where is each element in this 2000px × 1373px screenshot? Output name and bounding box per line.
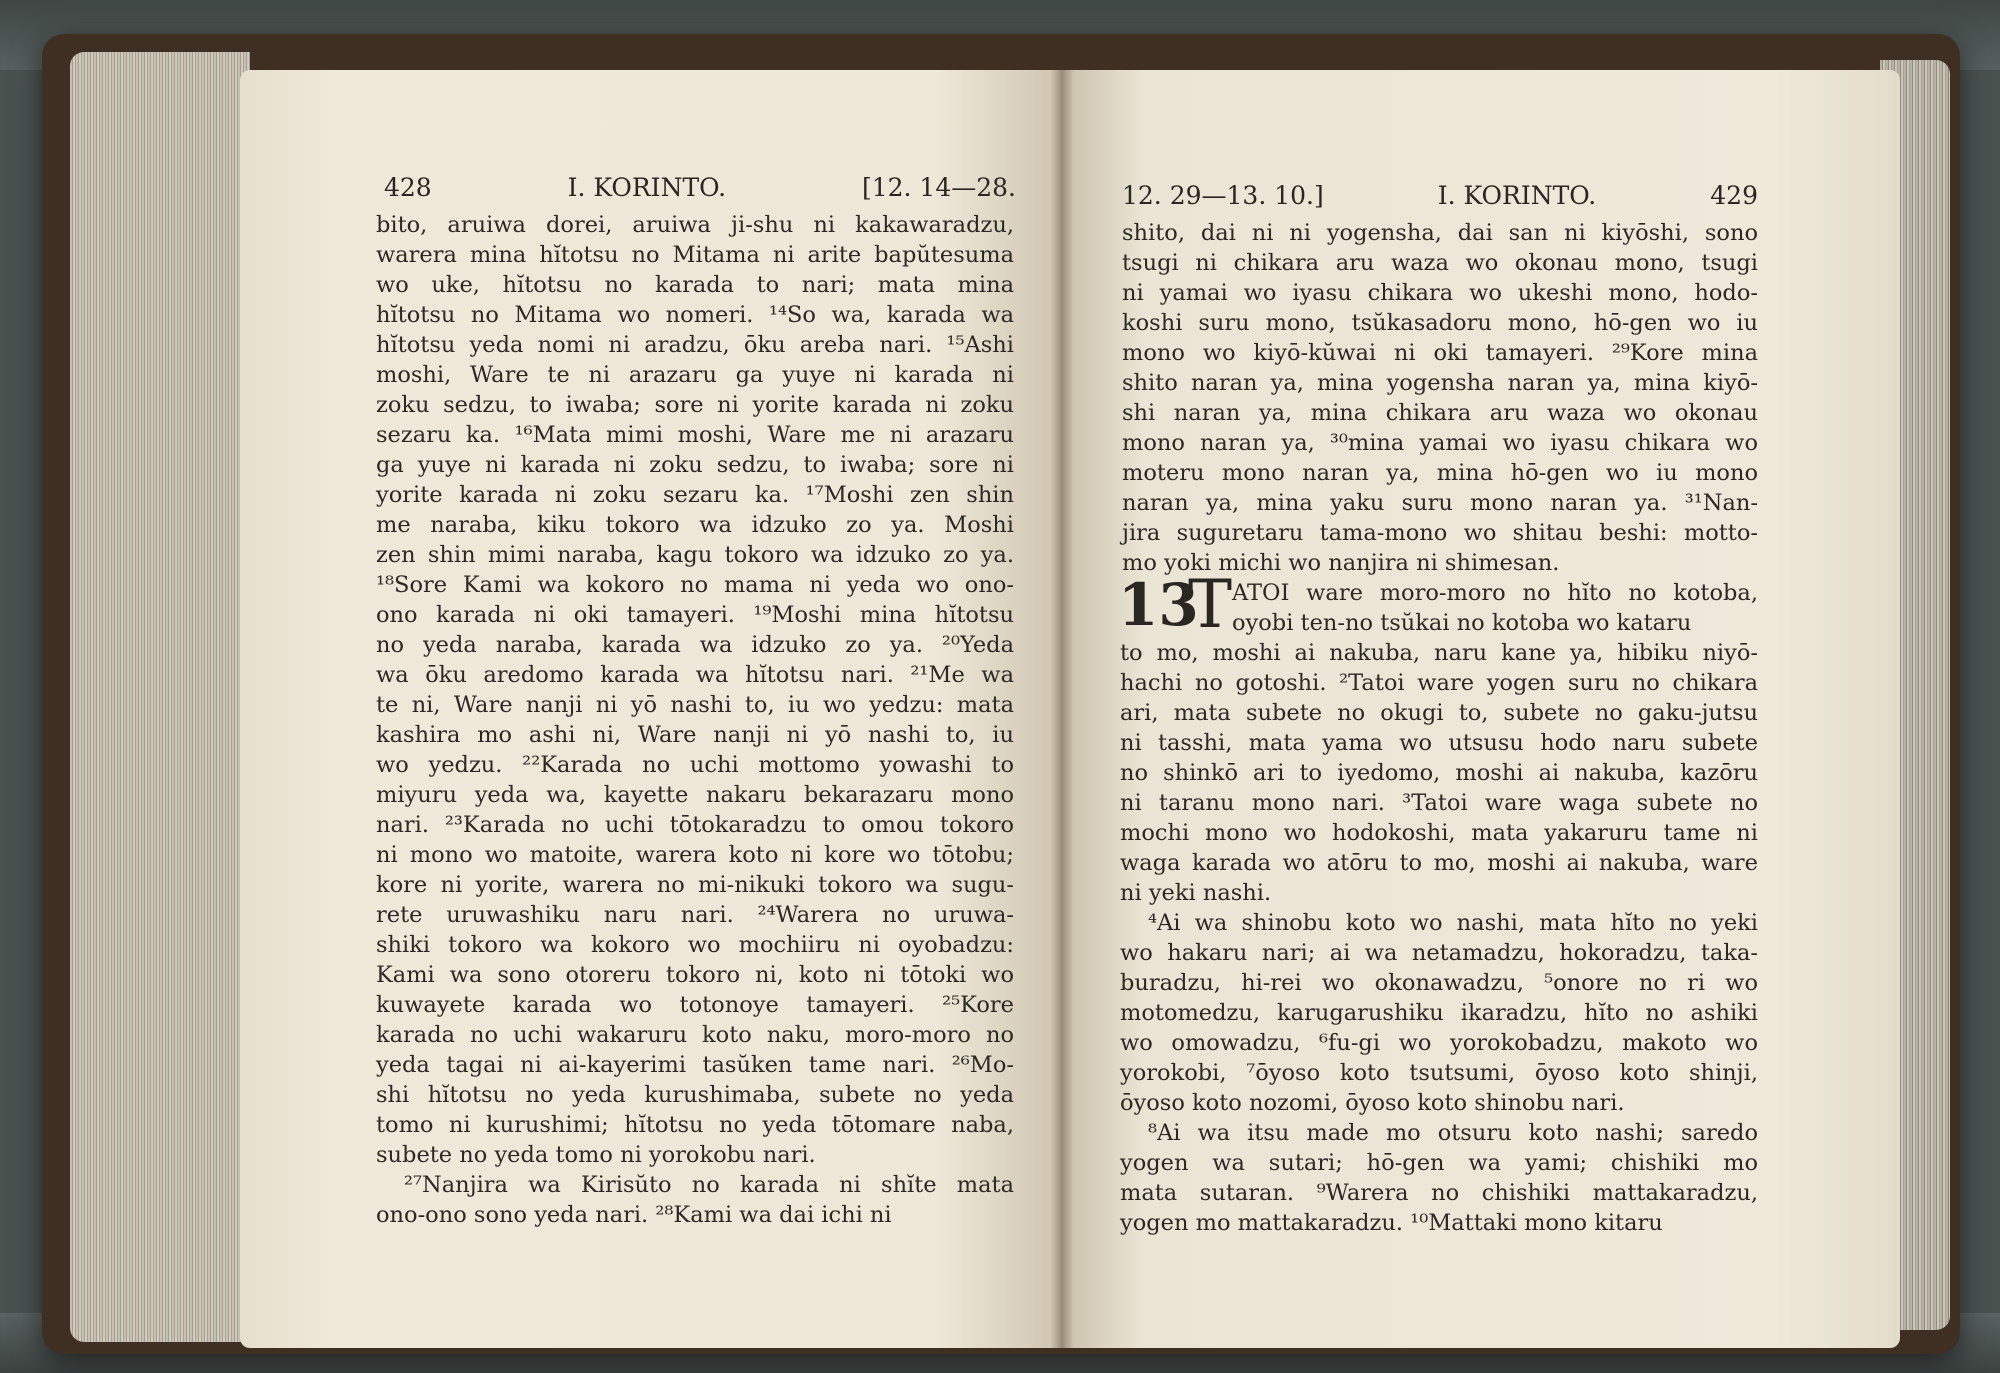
text-line: wo hakaru nari; ai wa netamadzu, hokoradzu, taka- <box>1120 940 1758 966</box>
text-line: shito naran ya, mina yogensha naran ya, mina kiyō- <box>1122 370 1758 396</box>
right-page-text-top <box>1122 218 1758 578</box>
text-line: ni tasshi, mata yama wo utsusu hodo naru subete <box>1120 730 1758 756</box>
drop-cap: T <box>1188 566 1233 643</box>
left-page-text <box>376 210 1014 1230</box>
text-line: no shinkō ari to iyedomo, moshi ai nakuba, kazōru <box>1120 760 1758 786</box>
text-line: zen shin mimi naraba, kagu tokoro wa idzuko zo ya. <box>376 542 1014 568</box>
text-line: mono wo kiyō-kŭwai ni oki tamayeri. ²⁹Kore mina <box>1122 340 1758 366</box>
text-line: shi hĭtotsu no yeda kurushimaba, subete no yeda <box>376 1082 1014 1108</box>
left-running-title: I. KORINTO. <box>567 173 727 202</box>
text-line: yeda tagai ni ai-kayerimi tasŭken tame nari. ²⁶Mo- <box>376 1052 1014 1078</box>
text-line: ni yeki nashi. <box>1120 880 1272 906</box>
book-gutter <box>1050 70 1074 1348</box>
text-line: nari. ²³Karada no uchi tōtokaradzu to omou tokoro <box>376 812 1014 838</box>
text-line: yogen mo mattakaradzu. ¹⁰Mattaki mono kitaru <box>1120 1210 1663 1236</box>
text-line: hachi no gotoshi. ²Tatoi ware yogen suru no chikara <box>1120 670 1758 696</box>
text-line: zoku sedzu, to iwaba; sore ni yorite karada ni zoku <box>376 392 1014 418</box>
text-line: tomo ni kurushimi; hĭtotsu no yeda tōtomare naba, <box>376 1112 1014 1138</box>
text-line: ōyoso koto nozomi, ōyoso koto shinobu nari. <box>1120 1090 1625 1116</box>
text-line: motomedzu, karugarushiku ikaradzu, hĭto no ashiki <box>1120 1000 1758 1026</box>
left-reference: [12. 14—28. <box>861 173 1016 202</box>
text-line: oyobi ten-no tsŭkai no kotoba wo kataru <box>1232 610 1692 636</box>
text-line: koshi suru mono, tsŭkasadoru mono, hō-gen wo iu <box>1122 310 1758 336</box>
text-line: jira suguretaru tama-mono wo shitau beshi: motto- <box>1122 520 1758 546</box>
chapter-opening-text <box>1232 578 1758 638</box>
text-line: mo yoki michi wo nanjira ni shimesan. <box>1122 550 1560 576</box>
left-page-number: 428 <box>384 173 432 202</box>
right-running-title: I. KORINTO. <box>1437 181 1597 210</box>
text-line: wa ōku aredomo karada wa hĭtotsu nari. ²¹Me wa <box>376 662 1014 688</box>
text-line: wo uke, hĭtotsu no karada to nari; mata mina <box>376 272 1014 298</box>
text-line: ni mono wo matoite, warera koto ni kore wo tōtobu; <box>376 842 1014 868</box>
right-reference: 12. 29—13. 10.] <box>1122 181 1324 210</box>
text-line: tsugi ni chikara aru waza wo okonau mono, tsugi <box>1122 250 1758 276</box>
text-line: warera mina hĭtotsu no Mitama ni arite bapŭtesuma <box>376 242 1014 268</box>
text-line: waga karada wo atōru to mo, moshi ai nakuba, ware <box>1120 850 1758 876</box>
right-page-number: 429 <box>1710 181 1758 210</box>
left-page-header <box>384 168 1016 202</box>
text-line: kore ni yorite, warera no mi-nikuki tokoro wa sugu- <box>376 872 1014 898</box>
text-line: hĭtotsu no Mitama wo nomeri. ¹⁴So wa, karada wa <box>376 302 1014 328</box>
text-line: yorite karada ni zoku sezaru ka. ¹⁷Moshi zen shin <box>376 482 1014 508</box>
text-line: ⁸Ai wa itsu made mo otsuru koto nashi; saredo <box>1148 1120 1758 1146</box>
text-line: rete uruwashiku naru nari. ²⁴Warera no uruwa- <box>376 902 1014 928</box>
right-page-header <box>1122 176 1758 210</box>
page-edges-left <box>70 52 250 1342</box>
text-line: buradzu, hi-rei wo okonawadzu, ⁵onore no ri wo <box>1120 970 1758 996</box>
text-line: ari, mata subete no okugi to, subete no gaku-jutsu <box>1120 700 1758 726</box>
text-line: shito, dai ni ni yogensha, dai san ni kiyōshi, sono <box>1122 220 1758 246</box>
text-line: kashira mo ashi ni, Ware nanji ni yō nashi to, iu <box>376 722 1014 748</box>
text-line: ²⁷Nanjira wa Kirisŭto no karada ni shĭte mata <box>404 1172 1014 1198</box>
text-line: mono naran ya, ³⁰mina yamai wo iyasu chikara wo <box>1122 430 1758 456</box>
text-line: shi naran ya, mina chikara aru waza wo okonau <box>1122 400 1758 426</box>
text-line: kuwayete karada wo totonoye tamayeri. ²⁵Kore <box>376 992 1014 1018</box>
text-line: moshi, Ware te ni arazaru ga yuye ni karada ni <box>376 362 1014 388</box>
text-line: bito, aruiwa dorei, aruiwa ji-shu ni kakawaradzu, <box>376 212 1014 238</box>
text-line: ono-ono sono yeda nari. ²⁸Kami wa dai ichi ni <box>376 1202 892 1228</box>
text-line: ATOI ware moro-moro no hĭto no kotoba, <box>1232 580 1758 606</box>
text-line: wo omowadzu, ⁶fu-gi wo yorokobadzu, makoto wo <box>1120 1030 1758 1056</box>
text-line: naran ya, mina yaku suru mono naran ya. ³¹Nan- <box>1122 490 1758 516</box>
text-line: Kami wa sono otoreru tokoro ni, koto ni tōtoki wo <box>376 962 1014 988</box>
text-line: ga yuye ni karada ni zoku sedzu, to iwaba; sore ni <box>376 452 1014 478</box>
text-line: miyuru yeda wa, kayette nakaru bekarazaru mono <box>376 782 1014 808</box>
text-line: ¹⁸Sore Kami wa kokoro no mama ni yeda wo ono- <box>376 572 1014 598</box>
text-line: te ni, Ware nanji ni yō nashi to, iu wo yedzu: mata <box>376 692 1014 718</box>
text-line: to mo, moshi ai nakuba, naru kane ya, hibiku niyō- <box>1120 640 1758 666</box>
text-line: ni yamai wo iyasu chikara wo ukeshi mono, hodo- <box>1122 280 1758 306</box>
text-line: ⁴Ai wa shinobu koto wo nashi, mata hĭto no yeki <box>1148 910 1758 936</box>
text-line: wo yedzu. ²²Karada no uchi mottomo yowashi to <box>376 752 1014 778</box>
text-line: no yeda naraba, karada wa idzuko zo ya. ²⁰Yeda <box>376 632 1014 658</box>
text-line: ni taranu mono nari. ³Tatoi ware waga subete no <box>1120 790 1758 816</box>
text-line: me naraba, kiku tokoro wa idzuko zo ya. Moshi <box>376 512 1014 538</box>
chapter-number: 13 <box>1118 571 1199 639</box>
text-line: moteru mono naran ya, mina hō-gen wo iu mono <box>1122 460 1758 486</box>
text-line: hĭtotsu yeda nomi ni aradzu, ōku areba nari. ¹⁵Ashi <box>376 332 1014 358</box>
right-page-text-bottom <box>1120 638 1758 1238</box>
text-line: yogen wa sutari; hō-gen wa yami; chishiki mo <box>1120 1150 1758 1176</box>
text-line: mata sutaran. ⁹Warera no chishiki mattakaradzu, <box>1120 1180 1758 1206</box>
text-line: sezaru ka. ¹⁶Mata mimi moshi, Ware me ni arazaru <box>376 422 1014 448</box>
text-line: ono karada ni oki tamayeri. ¹⁹Moshi mina hĭtotsu <box>376 602 1014 628</box>
text-line: mochi mono wo hodokoshi, mata yakaruru tame ni <box>1120 820 1758 846</box>
text-line: yorokobi, ⁷ōyoso koto tsutsumi, ōyoso koto shinji, <box>1120 1060 1758 1086</box>
text-line: karada no uchi wakaruru koto naku, moro-moro no <box>376 1022 1014 1048</box>
text-line: subete no yeda tomo ni yorokobu nari. <box>376 1142 816 1168</box>
text-line: shiki tokoro wa kokoro wo mochiiru ni oyobadzu: <box>376 932 1014 958</box>
